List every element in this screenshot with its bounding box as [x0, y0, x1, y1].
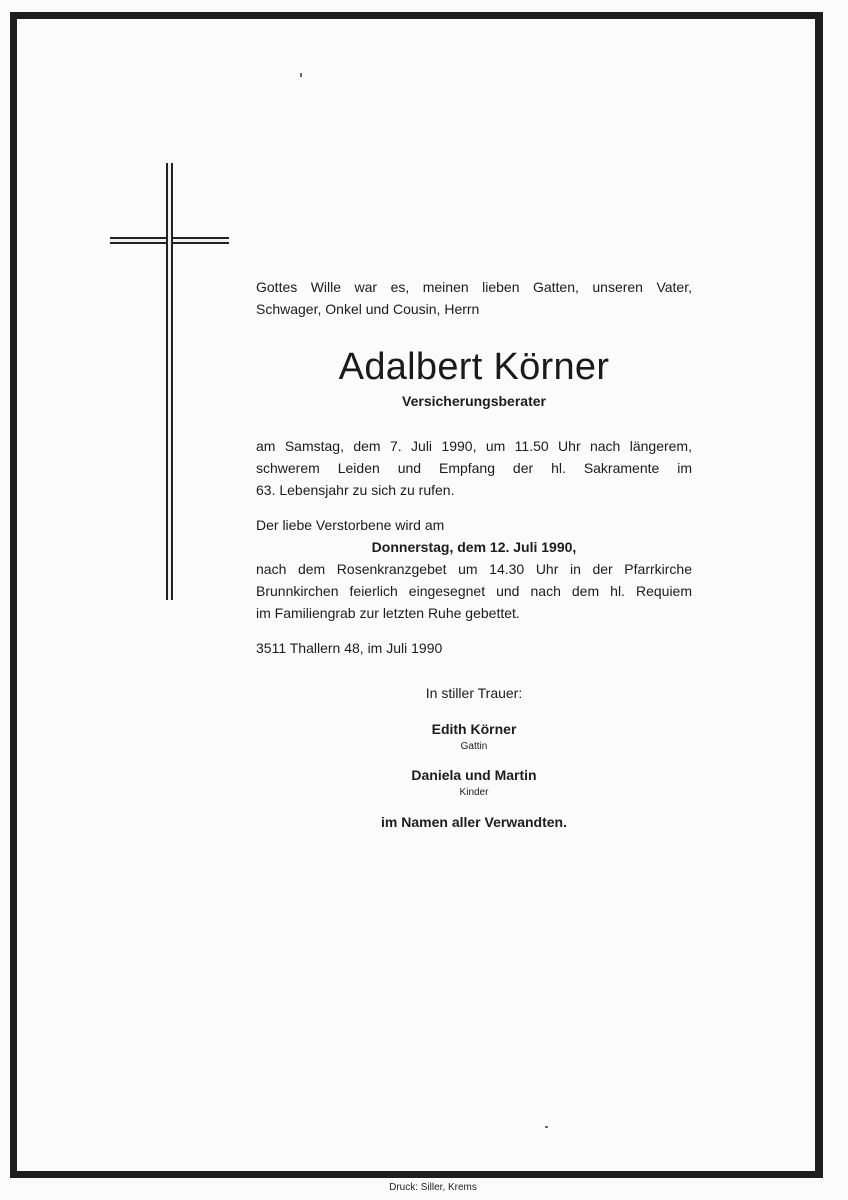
- intro-line-1: Gottes Wille war es, meinen lieben Gatten, unseren Vater,: [256, 279, 692, 295]
- mourner-name: Daniela und Martin: [411, 767, 537, 783]
- cross-left-arm: [110, 237, 166, 244]
- paper-speck: [300, 73, 302, 77]
- deceased-name: Adalbert Körner: [338, 346, 610, 388]
- cross-vertical-beam: [166, 163, 173, 600]
- funeral-line-3: nach dem Rosenkranzgebet um 14.30 Uhr in der Pfarrkirche: [256, 561, 692, 577]
- mourner-role: Kinder: [459, 787, 489, 798]
- mourner-name: Edith Körner: [431, 721, 517, 737]
- cross-right-arm: [173, 237, 229, 244]
- deceased-occupation: Versicherungsberater: [402, 393, 546, 409]
- death-line-2: schwerem Leiden und Empfang der hl. Sakramente im: [256, 460, 692, 476]
- mourner-role: Gattin: [460, 741, 488, 752]
- funeral-line-1: Der liebe Verstorbene wird am: [256, 517, 445, 533]
- funeral-line-5: im Familiengrab zur letzten Ruhe gebettet.: [256, 605, 520, 621]
- printer-credit: Druck: Siller, Krems: [389, 1182, 477, 1193]
- funeral-line-4: Brunnkirchen feierlich eingesegnet und nach dem hl. Requiem: [256, 583, 692, 599]
- funeral-date: Donnerstag, dem 12. Juli 1990,: [371, 539, 577, 555]
- mourners-heading: In stiller Trauer:: [425, 685, 523, 701]
- place-and-date: 3511 Thallern 48, im Juli 1990: [256, 640, 443, 656]
- death-line-1: am Samstag, dem 7. Juli 1990, um 11.50 Uhr nach längerem,: [256, 438, 692, 454]
- mourners-closing: im Namen aller Verwandten.: [381, 814, 567, 830]
- paper-speck: [545, 1126, 548, 1128]
- intro-line-2: Schwager, Onkel und Cousin, Herrn: [256, 301, 480, 317]
- death-line-3: 63. Lebensjahr zu sich zu rufen.: [256, 482, 455, 498]
